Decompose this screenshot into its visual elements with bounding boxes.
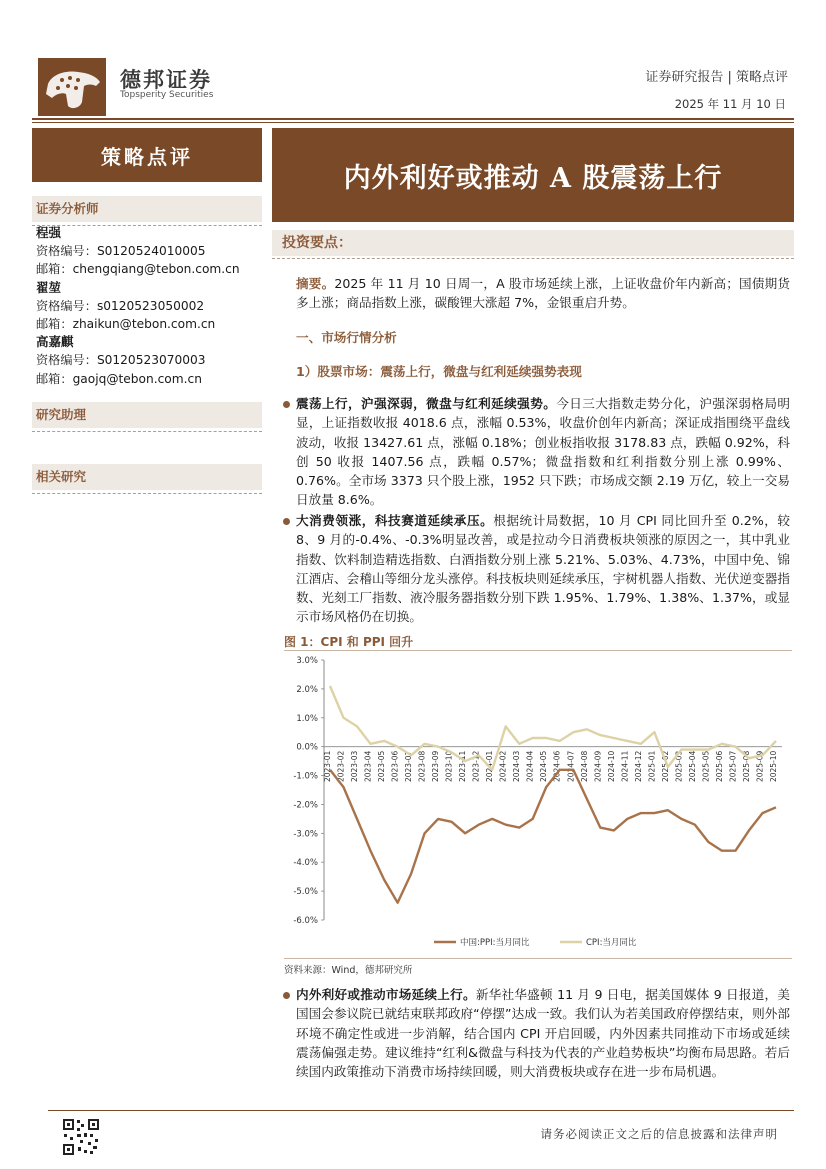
summary-label: 摘要。 [296, 276, 335, 291]
x-tick-label: 2023-11 [458, 750, 468, 783]
analyst-name: 高嘉麒 [36, 334, 74, 350]
cert-label: 资格编号： [36, 298, 97, 313]
category-banner: 策略点评 [32, 128, 262, 182]
x-tick-label: 2024-10 [606, 750, 616, 783]
bullet-icon [283, 992, 290, 999]
x-tick-label: 2024-08 [579, 750, 589, 783]
analyst-cert: S0120523070003 [96, 353, 206, 368]
cert-label: 资格编号： [36, 353, 97, 368]
x-tick-label: 2024-02 [498, 750, 508, 783]
x-tick-label: 2025-02 [660, 750, 670, 783]
x-tick-label: 2024-09 [593, 750, 603, 783]
x-tick-label: 2025-03 [674, 750, 684, 783]
figure-title: 图 1：CPI 和 PPI 回升 [284, 635, 414, 649]
y-tick-label: 2.0% [296, 684, 318, 695]
analyst-email[interactable]: chengqiang@tebon.com.cn [72, 262, 240, 277]
header-divider-thin [32, 122, 794, 123]
y-tick-label: -1.0% [293, 771, 318, 782]
x-tick-label: 2025-05 [701, 750, 711, 783]
x-tick-label: 2024-12 [633, 750, 643, 783]
heading-market-analysis: 一、市场行情分析 [296, 330, 397, 345]
bullet-label: 内外利好或推动市场延续上行。 [296, 987, 476, 1002]
analyst-item [36, 224, 264, 279]
y-tick-label: -4.0% [293, 858, 318, 869]
x-tick-label: 2025-09 [755, 750, 765, 783]
email-label: 邮箱： [36, 371, 73, 386]
figure-bottom-rule [284, 958, 792, 959]
bullet-text: 今日三大指数走势分化，沪强深弱格局明显，上证指数收报 4018.6 点，涨幅 0.53%，收盘价创年内新高；深证成指围绕平盘线波动，收报 13427.61 点，涨幅 0.18%；创业板指收报 3178.83 点，跌幅 0.92%，科创 50 收报 1407.56 点，跌幅 0.57%；微盘指数和红利指数分别上涨 0.99%、0.76%。全市场 3373 只个股上涨，1952 只下跌；市场成交额 2.19 万亿，较上一交易日放量 8.6%。 [296, 396, 791, 508]
analyst-list [36, 224, 264, 388]
x-tick-label: 2023-12 [471, 750, 481, 783]
analyst-cert: s0120523050002 [96, 298, 205, 313]
analyst-name: 翟堃 [36, 279, 62, 295]
x-tick-label: 2023-03 [350, 750, 360, 783]
analyst-item [36, 279, 264, 334]
qr-code-icon [62, 1118, 100, 1156]
x-tick-label: 2025-07 [728, 750, 738, 783]
x-tick-label: 2025-01 [647, 750, 657, 783]
bullet-paragraph [296, 985, 790, 1081]
x-tick-label: 2023-09 [431, 750, 441, 783]
email-label: 邮箱： [36, 317, 73, 332]
footer-divider [48, 1110, 794, 1111]
x-tick-label: 2023-07 [404, 750, 414, 783]
x-tick-label: 2024-05 [539, 750, 549, 783]
related-heading: 相关研究 [32, 464, 262, 490]
cpi-ppi-line-chart [284, 652, 792, 957]
report-title: 内外利好或推动 A 股震荡上行 [272, 128, 794, 222]
bullet-label: 大消费领涨，科技赛道延续承压。 [296, 513, 494, 528]
summary-text: 2025 年 11 月 10 日周一，A 股市场延续上涨，上证收盘价年内新高；国债期货多上涨；商品指数上涨，碳酸锂大涨超 7%，金银重启升势。 [296, 276, 790, 311]
bullet-icon [283, 401, 290, 408]
x-tick-label: 2023-10 [444, 750, 454, 783]
company-name-en: Topsperity Securities [120, 90, 214, 100]
x-tick-label: 2025-06 [714, 750, 724, 783]
analysts-heading: 证券分析师 [32, 196, 262, 222]
report-date: 2025 年 11 月 10 日 [674, 97, 786, 111]
x-tick-label: 2023-02 [336, 750, 346, 783]
x-tick-label: 2024-03 [512, 750, 522, 783]
x-tick-label: 2023-05 [377, 750, 387, 783]
bullet-icon [283, 518, 290, 525]
y-tick-label: -3.0% [293, 829, 318, 840]
footer-disclaimer: 请务必阅读正文之后的信息披露和法律声明 [540, 1127, 778, 1141]
x-tick-label: 2024-01 [485, 750, 495, 783]
cert-label: 资格编号： [36, 244, 97, 259]
x-tick-label: 2024-11 [620, 750, 630, 783]
header-divider [32, 118, 794, 120]
bullet-text: 新华社华盛顿 11 月 9 日电，据美国媒体 9 日报道，美国国会参议院已就结束联邦政府“停摆”达成一致。我们认为若美国政府停摆结束，则外部环境不确定性或进一步消解，结合国内 CPI 开启回暖，内外因素共同推动下市场或延续震荡偏强走势。建议维持“红利&微盘与科技为代表的产业趋势板块”均衡布局思路。若后续国内政策推动下消费市场持续回暖，则大消费板块或存在进一步布局机遇。 [296, 987, 790, 1080]
x-tick-label: 2025-08 [741, 750, 751, 783]
legend-ppi-label: 中国:PPI:当月同比 [460, 938, 530, 948]
analyst-name: 程强 [36, 225, 62, 240]
company-logo [38, 58, 106, 116]
bullet-label: 震荡上行，沪强深弱，微盘与红利延续强势。 [296, 396, 557, 411]
y-tick-label: -5.0% [293, 887, 318, 898]
analyst-item [36, 333, 264, 388]
x-tick-label: 2025-04 [687, 750, 697, 783]
figure-source: 资料来源：Wind，德邦研究所 [284, 965, 413, 976]
report-type: 证券研究报告 | 策略点评 [645, 70, 788, 85]
x-tick-label: 2024-07 [566, 750, 576, 783]
summary-paragraph [296, 274, 790, 313]
email-label: 邮箱： [36, 262, 73, 277]
x-tick-label: 2024-06 [552, 750, 562, 783]
assistant-heading: 研究助理 [32, 402, 262, 428]
x-tick-label: 2023-06 [390, 750, 400, 783]
y-tick-label: -6.0% [293, 916, 318, 926]
company-name-cn: 德邦证券 [120, 68, 212, 92]
heading-stock-market: 1）股票市场：震荡上行，微盘与红利延续强势表现 [296, 364, 582, 379]
figure-top-rule [284, 650, 792, 651]
y-tick-label: 3.0% [296, 656, 318, 666]
x-tick-label: 2023-01 [323, 750, 332, 783]
y-tick-label: 0.0% [296, 742, 318, 753]
bullet-paragraph [296, 511, 790, 627]
ppi-series-line [330, 770, 776, 903]
legend-cpi-label: CPI:当月同比 [586, 938, 637, 948]
section-divider [272, 258, 794, 259]
y-tick-label: 1.0% [296, 713, 318, 724]
y-tick-label: -2.0% [293, 800, 318, 811]
analyst-email[interactable]: zhaikun@tebon.com.cn [72, 317, 216, 332]
x-tick-label: 2025-10 [769, 750, 778, 783]
x-tick-label: 2023-08 [417, 750, 427, 783]
x-tick-label: 2024-04 [525, 750, 535, 783]
leopard-logo-icon [38, 58, 106, 116]
section-heading: 投资要点： [272, 230, 794, 256]
analyst-cert: S0120524010005 [96, 244, 206, 259]
analyst-email[interactable]: gaojq@tebon.com.cn [72, 371, 202, 386]
bullet-text: 根据统计局数据，10 月 CPI 同比回升至 0.2%，较 8、9 月的-0.4%、-0.3%明显改善，或是拉动今日消费板块领涨的原因之一，其中乳业指数、饮料制造精选指数、白酒指数分别上涨 5.21%、5.03%、4.73%，中国中免、锦江酒店、会稽山等细分龙头涨停。科技板块则延续承压，宇树机器人指数、光伏逆变器指数、光刻工厂指数、液冷服务器指数分别下跌 1.95%、1.79%、1.38%、1.37%，或显示市场风格仍在切换。 [296, 513, 791, 625]
x-tick-label: 2023-04 [363, 750, 373, 783]
bullet-paragraph [296, 394, 790, 510]
